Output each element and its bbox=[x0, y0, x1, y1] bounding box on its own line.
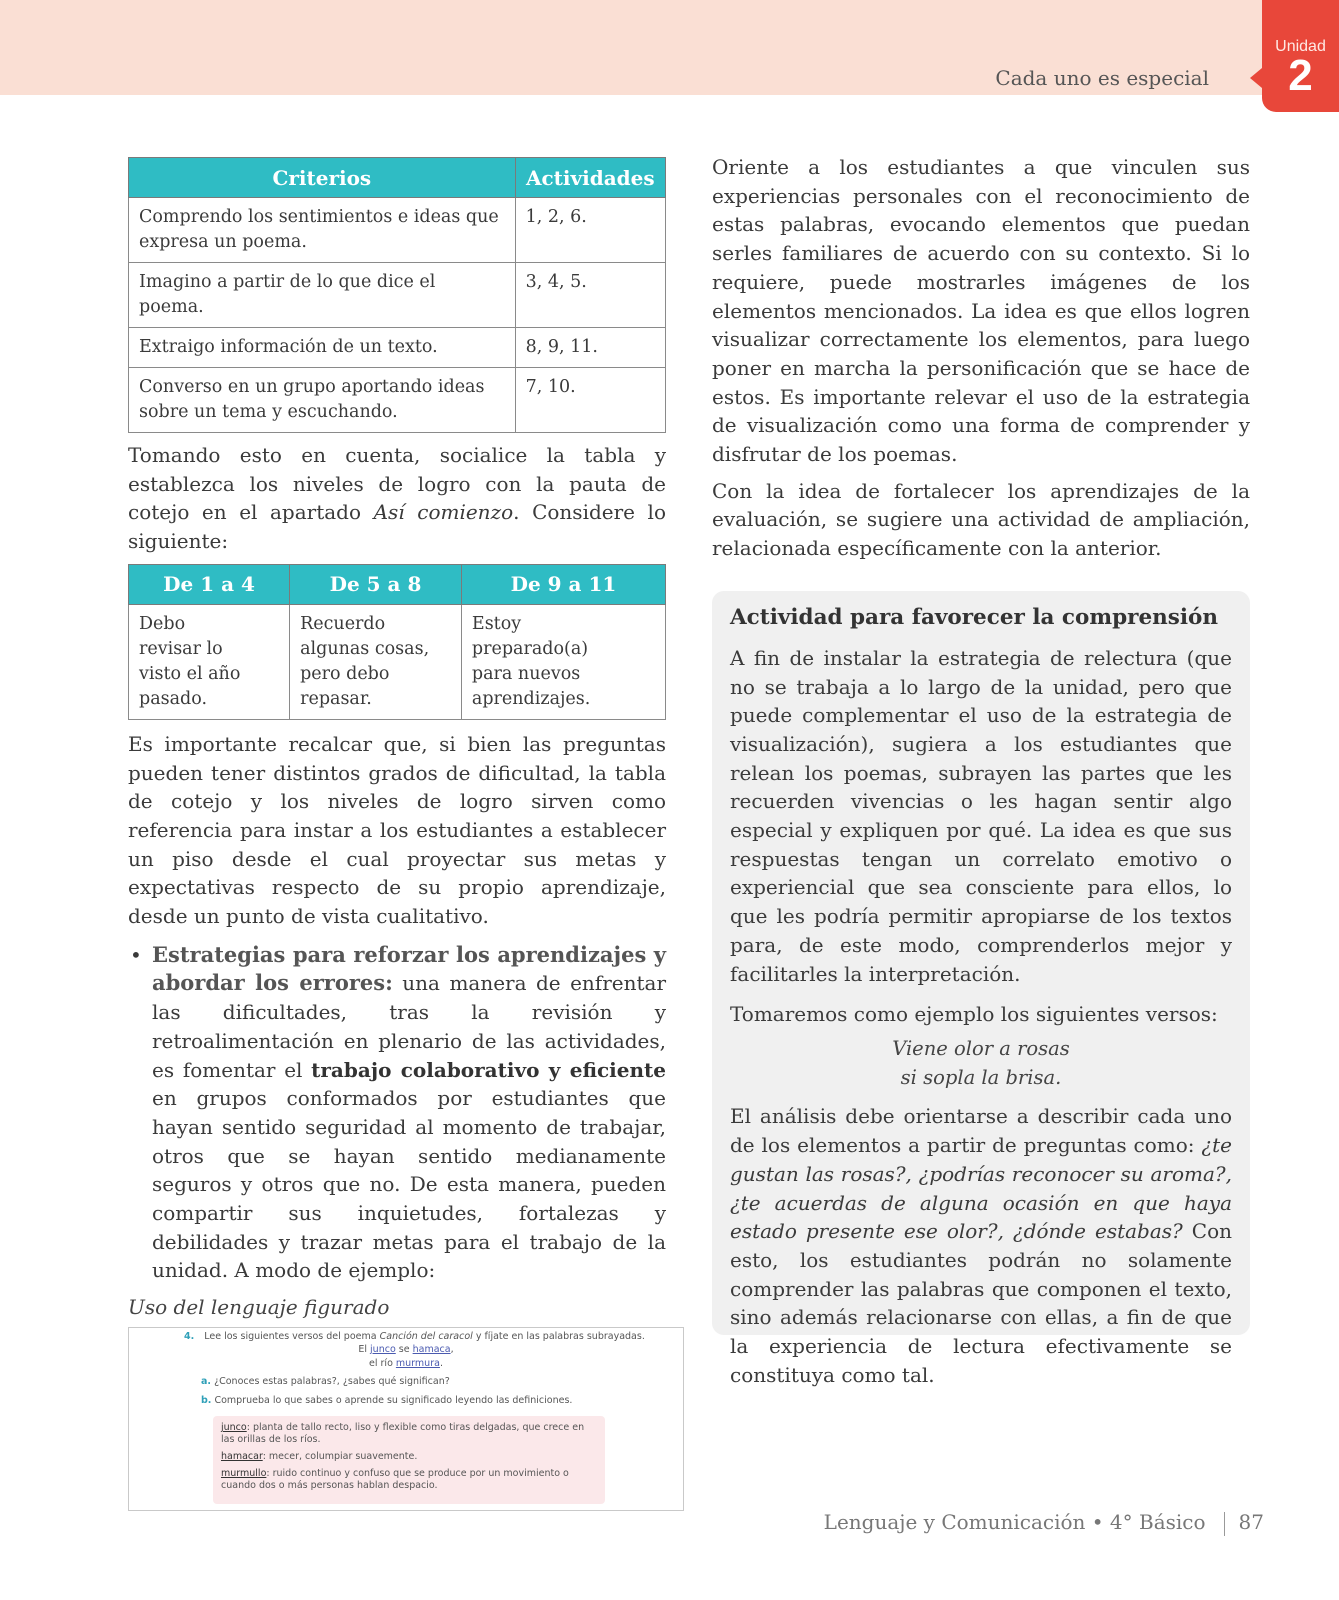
paragraph-text: Tomando esto en cuenta, socialice la tabla y establezca los niveles de logro con la pauta de cotejo en el apartado bbox=[128, 443, 666, 525]
bullet-text: una manera de enfrentar las dificultades, tras la revisión y retroalimentación en plenario de las actividades, es fomentar el bbox=[152, 971, 667, 1082]
paragraph-text: El análisis debe orientarse a describir cada uno de los elementos a partir de preguntas como: bbox=[730, 1104, 1232, 1158]
paragraph-fortalecer: Con la idea de fortalecer los aprendizajes de la evaluación, se sugiere una actividad de ampliación, relacionada específicamente con la anterior. bbox=[712, 478, 1250, 561]
footer-subject: Lenguaje y Comunicación • 4° Básico bbox=[823, 1510, 1206, 1534]
definition bbox=[221, 1468, 597, 1492]
activity-paragraph bbox=[730, 1102, 1232, 1389]
unit-label: Unidad bbox=[1275, 38, 1326, 55]
level-cell: Estoy preparado(a) para nuevos aprendizajes. bbox=[461, 604, 665, 719]
page-number: 87 bbox=[1238, 1510, 1264, 1534]
definition bbox=[221, 1451, 597, 1463]
level-cell: Debo revisar lo visto el año pasado. bbox=[129, 604, 290, 719]
definition-text: : ruido continuo y confuso que se produce por un movimiento o cuando dos o más personas hablan despacio. bbox=[221, 1468, 569, 1492]
activity-paragraph: Tomaremos como ejemplo los siguientes versos: bbox=[730, 1002, 1218, 1027]
question-text: y fíjate en las palabras subrayadas. bbox=[472, 1331, 645, 1343]
activities-cell: 1, 2, 6. bbox=[515, 198, 665, 263]
levels-table bbox=[128, 564, 666, 720]
definition-text: : mecer, columpiar suavemente. bbox=[262, 1451, 418, 1463]
activities-cell: 3, 4, 5. bbox=[515, 263, 665, 328]
bullet-text: en grupos conformados por estudiantes que hayan sentido seguridad al momento de trabajar, otros que se hayan sentido medianamente seguros y otros que no. De esta manera, pueden compartir sus inquietudes, fortalezas y debilidades y trazar metas para el trabajo de la unidad. A modo de ejemplo: bbox=[152, 1086, 666, 1283]
excerpt-item-b bbox=[201, 1395, 572, 1406]
activity-paragraph: A fin de instalar la estrategia de relectura (que no se trabaja a lo largo de la unidad, pero que puede complementar el uso de la estrategia de visualización), sugiera a los estudiantes que relean los poemas, subrayen las partes que les recuerden vivencias o les hagan sentir algo especial y expliquen por qué. La idea es que sus respuestas tengan un correlato emotivo o experiencial que sea consciente para ellos, lo que les podría permitir apropiarse de los textos para, de este modo, comprenderlos mejor y facilitarles la interpretación. bbox=[730, 645, 1232, 986]
activity-title: Actividad para favorecer la comprensión bbox=[730, 604, 1219, 630]
bullet-dot: • bbox=[130, 942, 142, 967]
paragraph-text: Con esto, los estudiantes podrán no solamente comprender las palabras que componen el texto, sino además relacionarse con ellas, a fin de que la experiencia de lectura efectivamente se constituya como tal. bbox=[730, 1219, 1232, 1387]
unit-number: 2 bbox=[1288, 51, 1313, 100]
definition bbox=[221, 1422, 597, 1446]
activity-box bbox=[712, 591, 1250, 1387]
underlined-word: murmura bbox=[395, 1358, 440, 1370]
definition-text: : planta de tallo recto, liso y flexible como tiras delgadas, que crece en las orillas de los ríos. bbox=[221, 1422, 585, 1446]
verse-text: se bbox=[395, 1344, 413, 1356]
table-row bbox=[129, 604, 666, 719]
excerpt-question bbox=[184, 1331, 645, 1342]
section-reference: Así comienzo bbox=[373, 500, 514, 525]
activities-cell: 7, 10. bbox=[515, 368, 665, 433]
definition-word: murmullo bbox=[221, 1468, 267, 1480]
bullet-heading: Estrategias para reforzar los aprendizajes y abordar los errores: bbox=[152, 941, 666, 996]
criterion-cell: Extraigo información de un texto. bbox=[129, 328, 516, 368]
bullet-bold: trabajo colaborativo y eficiente bbox=[311, 1057, 666, 1082]
bullet-item bbox=[128, 941, 666, 1285]
table-row bbox=[129, 198, 666, 263]
level-header: De 1 a 4 bbox=[129, 564, 290, 604]
left-column bbox=[128, 157, 666, 1511]
activities-cell: 8, 9, 11. bbox=[515, 328, 665, 368]
item-text: ¿Conoces estas palabras?, ¿sabes qué significan? bbox=[214, 1376, 450, 1388]
table-row bbox=[129, 328, 666, 368]
textbook-excerpt bbox=[128, 1327, 684, 1511]
verse-text: . bbox=[439, 1358, 443, 1370]
poem-title: Canción del caracol bbox=[379, 1331, 473, 1343]
unit-tab-notch bbox=[1250, 68, 1262, 88]
level-header: De 9 a 11 bbox=[461, 564, 665, 604]
paragraph-importante: Es importante recalcar que, si bien las preguntas pueden tener distintos grados de dificultad, la tabla de cotejo y los niveles de logro sirven como referencia para instar a los estudiantes a establecer un piso desde el cual proyectar sus metas y expectativas respecto de su propio aprendizaje, desde un punto de vista cualitativo. bbox=[128, 731, 666, 929]
verse-line: Viene olor a rosas bbox=[892, 1036, 1070, 1060]
criteria-header: Criterios bbox=[129, 158, 516, 198]
example-caption: Uso del lenguaje figurado bbox=[128, 1295, 390, 1320]
question-number: 4. bbox=[184, 1331, 195, 1343]
verse-text: , bbox=[450, 1344, 454, 1356]
unit-tab bbox=[1262, 0, 1339, 112]
footer-separator bbox=[1224, 1512, 1225, 1536]
definition-word: hamacar bbox=[221, 1451, 263, 1463]
paragraph-oriente: Oriente a los estudiantes a que vinculen sus experiencias personales con el reconocimiento de estas palabras, evocando elementos que puedan serles familiares de acuerdo con su contexto. Si lo requiere, puede mostrarles imágenes de los elementos mencionados. La idea es que ellos logren visualizar correctamente los elementos, para luego poner en marcha la personificación que se hace de estos. Es importante relevar el uso de la estrategia de visualización como una forma de comprender y disfrutar de los poemas. bbox=[712, 155, 1250, 467]
example-verse bbox=[730, 1035, 1232, 1092]
excerpt-verse bbox=[129, 1358, 683, 1369]
paragraph-text: . Considere lo siguiente: bbox=[128, 500, 666, 554]
right-column bbox=[712, 153, 1250, 1387]
criterion-cell: Comprendo los sentimientos e ideas que expresa un poema. bbox=[129, 198, 516, 263]
item-text: Comprueba lo que sabes o aprende su significado leyendo las definiciones. bbox=[214, 1395, 573, 1407]
excerpt-verse bbox=[129, 1344, 683, 1355]
item-letter: b. bbox=[201, 1395, 212, 1407]
verse-text: El bbox=[358, 1344, 371, 1356]
table-row bbox=[129, 263, 666, 328]
verse-text: el río bbox=[369, 1358, 396, 1370]
unit-title: Cada uno es especial bbox=[995, 66, 1209, 90]
underlined-word: junco bbox=[370, 1344, 396, 1356]
activities-header: Actividades bbox=[515, 158, 665, 198]
definition-word: junco bbox=[221, 1422, 247, 1434]
paragraph-tomando bbox=[128, 441, 666, 556]
criteria-table bbox=[128, 157, 666, 433]
table-row bbox=[129, 368, 666, 433]
page-footer bbox=[824, 1510, 1264, 1536]
question-text: Lee los siguientes versos del poema bbox=[204, 1331, 380, 1343]
verse-line: si sopla la brisa. bbox=[900, 1065, 1062, 1089]
level-header: De 5 a 8 bbox=[290, 564, 462, 604]
underlined-word: hamaca bbox=[412, 1344, 451, 1356]
example-questions: ¿te gustan las rosas?, ¿podrías reconocer su aroma?, ¿te acuerdas de alguna ocasión en que haya estado presente ese olor?, ¿dónde estabas? bbox=[730, 1133, 1232, 1244]
definitions-box bbox=[213, 1416, 605, 1504]
item-letter: a. bbox=[201, 1376, 212, 1388]
level-cell: Recuerdo algunas cosas, pero debo repasar. bbox=[290, 604, 462, 719]
criterion-cell: Converso en un grupo aportando ideas sobre un tema y escuchando. bbox=[129, 368, 516, 433]
criterion-cell: Imagino a partir de lo que dice el poema. bbox=[129, 263, 516, 328]
excerpt-item-a bbox=[201, 1376, 450, 1387]
